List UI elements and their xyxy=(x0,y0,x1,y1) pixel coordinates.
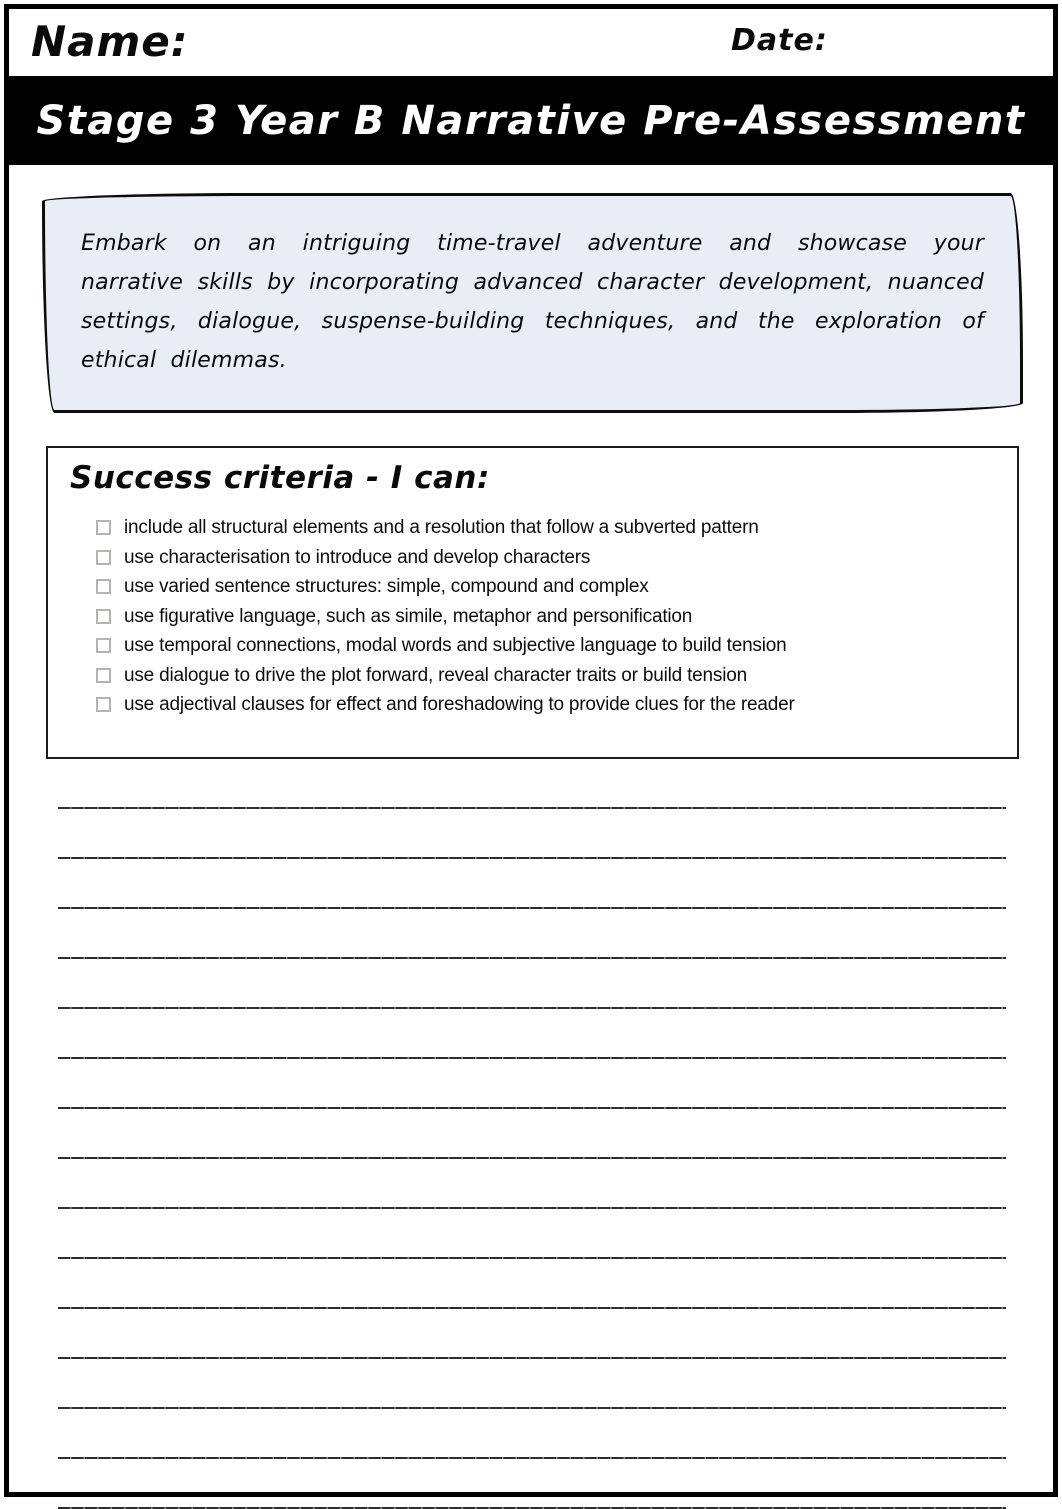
writing-line[interactable] xyxy=(58,1409,1006,1459)
writing-line[interactable] xyxy=(58,1209,1006,1259)
criteria-item xyxy=(96,605,995,635)
title-banner xyxy=(9,76,1053,165)
criteria-label: include all structural elements and a resolution that follow a subverted pattern xyxy=(124,517,759,538)
writing-line[interactable] xyxy=(58,1359,1006,1409)
criteria-item xyxy=(96,693,995,723)
writing-line[interactable] xyxy=(58,1309,1006,1359)
criteria-item xyxy=(96,664,995,694)
writing-line[interactable] xyxy=(58,909,1006,959)
criteria-list xyxy=(70,516,995,723)
checkbox-icon[interactable] xyxy=(96,550,111,565)
task-description-box xyxy=(42,193,1023,413)
writing-line[interactable] xyxy=(58,1059,1006,1109)
writing-lines-area xyxy=(58,759,1006,1509)
page-title: Stage 3 Year B Narrative Pre-Assessment xyxy=(36,97,1026,144)
writing-line[interactable] xyxy=(58,1009,1006,1059)
success-criteria-title: Success criteria - I can: xyxy=(70,460,490,496)
checkbox-icon[interactable] xyxy=(96,638,111,653)
checkbox-icon[interactable] xyxy=(96,697,111,712)
writing-line[interactable] xyxy=(58,1459,1006,1509)
success-criteria-box xyxy=(46,446,1019,759)
checkbox-icon[interactable] xyxy=(96,668,111,683)
date-label: Date: xyxy=(731,23,828,58)
writing-line[interactable] xyxy=(58,1109,1006,1159)
criteria-label: use varied sentence structures: simple, compound and complex xyxy=(124,576,649,597)
writing-line[interactable] xyxy=(58,959,1006,1009)
writing-line[interactable] xyxy=(58,1159,1006,1209)
checkbox-icon[interactable] xyxy=(96,609,111,624)
checkbox-icon[interactable] xyxy=(96,520,111,535)
writing-line[interactable] xyxy=(58,809,1006,859)
criteria-label: use adjectival clauses for effect and foreshadowing to provide clues for the reader xyxy=(124,694,795,715)
writing-line[interactable] xyxy=(58,1259,1006,1309)
worksheet-page xyxy=(4,4,1058,1497)
name-label: Name: xyxy=(31,17,189,66)
writing-line[interactable] xyxy=(58,759,1006,809)
header-row xyxy=(9,9,1053,76)
criteria-item xyxy=(96,575,995,605)
criteria-label: use figurative language, such as simile, metaphor and personification xyxy=(124,605,693,627)
task-description-text: Embark on an intriguing time-travel adventure and showcase your narrative skills by incorporating advanced character development, nuanced settings, dialogue, suspense-building techniques, and the exploration of ethical dilemmas. xyxy=(81,231,984,373)
criteria-label: use characterisation to introduce and develop characters xyxy=(124,546,591,568)
criteria-label: use temporal connections, modal words and subjective language to build tension xyxy=(124,635,787,656)
checkbox-icon[interactable] xyxy=(96,579,111,594)
writing-line[interactable] xyxy=(58,859,1006,909)
criteria-item xyxy=(96,546,995,576)
date-input-area[interactable] xyxy=(824,17,1044,67)
criteria-item xyxy=(96,634,995,664)
criteria-item xyxy=(96,516,995,546)
name-input-area[interactable] xyxy=(199,17,679,67)
criteria-label: use dialogue to drive the plot forward, reveal character traits or build tension xyxy=(124,664,747,686)
